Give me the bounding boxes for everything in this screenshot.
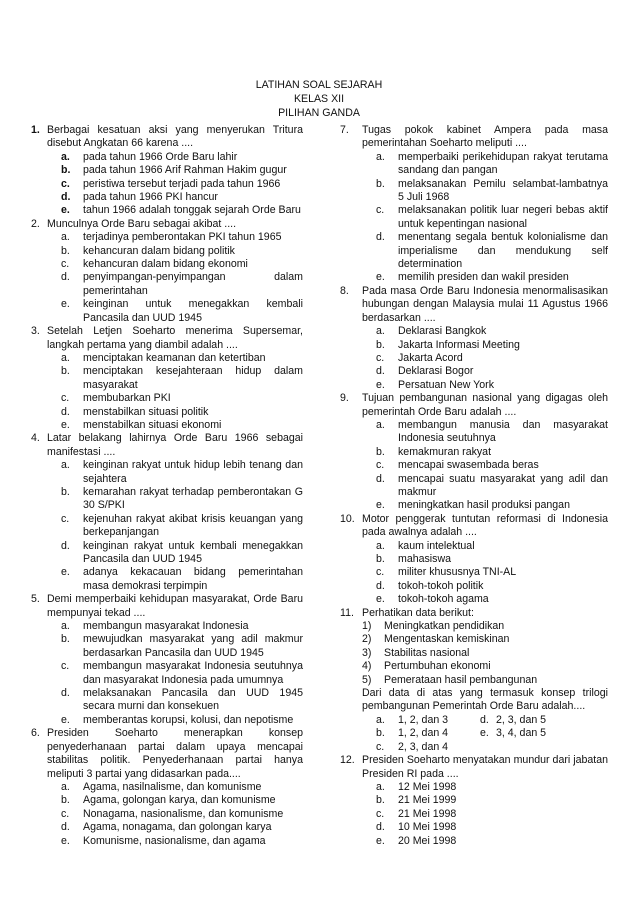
option-letter: d. [61,271,70,284]
option-letter: a. [376,539,385,552]
data-list [362,620,608,687]
option-text: kehancuran dalam bidang politik [83,244,235,257]
option-letter: c. [61,512,70,525]
option-text: kemarahan rakyat terhadap pemberontakan G 30 S/PKI [83,485,303,512]
option-d[interactable] [362,231,608,271]
option-text: adanya kekacauan bidang pemerintahan masa demokrasi terpimpin [83,566,303,592]
section-label: PILIHAN GANDA [278,107,360,119]
option-c[interactable] [47,392,303,405]
option-text: kaum intelektual [398,539,475,552]
option-letter: e. [61,713,70,726]
option-text: melaksanakan politik luar negeri bebas aktif untuk kepentingan nasional [398,204,608,230]
question-9 [340,392,608,513]
option-b[interactable] [47,794,303,807]
option-d[interactable] [362,580,608,593]
option-c[interactable] [362,566,608,579]
option-text: peristiwa tersebut terjadi pada tahun 1966 [83,177,281,190]
option-e[interactable] [47,204,303,217]
option-letter: e. [376,834,385,847]
option-letter: a. [61,231,70,244]
option-letter: b. [61,164,71,177]
option-row [362,727,608,740]
option-letter: e. [61,204,70,217]
option-letter: c. [61,660,70,673]
option-letter: b. [376,794,385,807]
option-letter: c. [376,459,385,472]
question-number: 2. [31,217,40,230]
option-letter: a. [376,418,385,431]
question-4 [31,432,303,593]
option-text: tokoh-tokoh agama [398,593,489,606]
option-e[interactable] [362,379,608,392]
option-letter: e. [376,593,385,606]
option-text: Jakarta Informasi Meeting [398,338,520,351]
option-d[interactable] [47,821,303,834]
left-column [31,124,303,848]
option-text: membubarkan PKI [83,392,171,405]
right-column [340,124,608,848]
option-text: menentang segala bentuk kolonialisme dan imperialisme dan mendukung self determination [398,231,608,271]
option-text: Jakarta Acord [398,351,463,364]
option-text: keinginan rakyat untuk kembali menegakkan Pancasila dan UUD 1945 [83,539,303,565]
option-d[interactable] [47,271,303,298]
list-number: 5) [362,673,372,686]
option-b[interactable] [47,633,303,660]
option-text: Deklarasi Bangkok [398,325,487,338]
option-e[interactable] [362,499,608,512]
question-number: 1. [31,124,40,136]
option-d[interactable] [47,687,303,714]
option-text: 21 Mei 1999 [398,794,457,807]
option-d[interactable] [47,406,303,419]
option-c[interactable] [47,513,303,540]
option-text: 21 Mei 1998 [398,807,457,820]
class-label: KELAS XII [293,93,345,105]
list-number: 1) [362,620,372,633]
list-text: Meningkatkan pendidikan [384,620,505,633]
option-letter: d. [376,472,385,485]
question-2 [31,218,303,325]
option-letter: b. [376,445,385,458]
option-b[interactable] [362,553,608,566]
question-5 [31,593,303,727]
option-text: menstabilkan situasi politik [83,405,209,418]
option-letter: b. [61,365,70,378]
option-text: memilih presiden dan wakil presiden [398,271,569,284]
option-c[interactable] [362,204,608,231]
option-e[interactable] [47,298,303,325]
question-3 [31,325,303,432]
list-number: 4) [362,660,372,673]
option-b[interactable] [47,164,303,177]
option-c[interactable] [362,808,608,821]
question-10 [340,513,608,607]
option-a[interactable] [47,151,303,164]
option-a[interactable] [47,459,303,486]
option-letter: b. [376,177,385,190]
question-stem: Motor penggerak tuntutan reformasi di Indonesia pada awalnya adalah .... [362,512,608,539]
list-number: 3) [362,646,372,659]
option-e[interactable]: e. 3, 4, dan 5 [480,727,547,740]
option-a[interactable] [362,419,608,446]
option-letter: e. [61,298,70,311]
option-text: terjadinya pemberontakan PKI tahun 1965 [83,231,282,244]
option-letter: b. [376,553,385,565]
option-text: mencapai suatu masyarakat yang adil dan makmur [398,472,608,498]
option-letter: d. [61,405,70,418]
option-d[interactable]: d. 2, 3, dan 5 [480,713,547,726]
option-text: tokoh-tokoh politik [398,579,484,592]
option-letter: d. [376,579,385,592]
option-letter: a. [61,459,70,472]
option-d[interactable] [47,191,303,204]
question-stem: Latar belakang lahirnya Orde Baru 1966 sebagai manifestasi .... [47,432,303,458]
question-number: 5. [31,593,40,606]
option-letter: e. [376,271,385,284]
question-number: 9. [340,392,349,405]
option-text: kemakmuran rakyat [398,445,492,458]
option-text: pada tahun 1966 PKI hancur [83,191,218,204]
option-letter: b. [376,338,385,351]
option-text: militer khususnya TNI-AL [398,566,517,579]
question-stem: Setelah Letjen Soeharto menerima Supersemar, langkah pertama yang diambil adalah .... [47,325,303,351]
option-a[interactable] [47,781,303,794]
option-d[interactable] [362,473,608,500]
question-stem: Tujuan pembangunan nasional yang digagas oleh pemerintah Orde Baru adalah .... [362,392,608,418]
option-letter: c. [376,204,385,217]
option-text: kejenuhan rakyat akibat krisis keuangan yang berkepanjangan [83,512,303,539]
option-letter: d. [61,191,71,204]
option-letter: a. [61,620,70,633]
option-letter: b. [61,794,70,807]
option-letter: e. [376,378,385,391]
option-e[interactable] [47,566,303,593]
option-text: menciptakan keamanan dan ketertiban [83,351,266,364]
list-item [362,647,608,660]
list-item [362,633,608,646]
option-letter: c. [61,392,70,405]
question-number: 11. [340,606,354,619]
option-text: penyimpangan-penyimpangan dalam pemerintahan [83,271,303,297]
option-text: 12 Mei 1998 [398,780,457,793]
question-7 [340,124,608,285]
option-c[interactable]: c. 2, 3, dan 4 [376,740,449,753]
option-text: mahasiswa [398,553,451,565]
question-stem: Presiden Soeharto menerapkan konsep penyederhanaan partai dalam upaya mencapai stabilitas politik. Penyederhanaan partai hanya meliputi 3 partai yang didasarkan pada.... [47,727,303,780]
option-letter: a. [61,780,70,793]
option-text: meningkatkan hasil produksi pangan [398,499,570,512]
option-e[interactable] [362,835,608,848]
option-text: kehancuran dalam bidang ekonomi [83,258,248,271]
option-b[interactable] [362,794,608,807]
document-header [0,78,638,120]
option-text: Agama, nasilnalisme, dan komunisme [83,780,262,793]
option-a[interactable] [362,151,608,178]
option-b[interactable] [47,486,303,513]
option-letter: b. [61,633,70,646]
option-text: Komunisme, nasionalisme, dan agama [83,834,266,847]
option-letter: a. [61,351,70,364]
option-letter: a. [61,150,70,163]
question-8 [340,285,608,392]
option-text: melaksanakan Pancasila dan UUD 1945 secara murni dan konsekuen [83,687,303,713]
option-letter: d. [61,821,70,834]
option-text: 20 Mei 1998 [398,834,457,847]
option-letter: b. [61,485,70,498]
question-stem: Tugas pokok kabinet Ampera pada masa pemerintahan Soeharto meliputi .... [362,124,608,150]
option-row [362,741,608,754]
question-1 [31,124,303,218]
option-c[interactable] [47,178,303,191]
option-text: membangun manusia dan masyarakat Indonesia seutuhnya [398,418,608,445]
option-text: tahun 1966 adalah tonggak sejarah Orde Baru [83,204,301,217]
option-letter: a. [376,150,385,163]
option-letter: d. [61,539,70,552]
option-c[interactable] [47,258,303,271]
option-text: 10 Mei 1998 [398,821,457,834]
option-e[interactable] [362,593,608,606]
option-text: pada tahun 1966 Arif Rahman Hakim gugur [83,164,287,177]
question-12-wrap [340,754,608,848]
list-item [362,660,608,673]
option-letter: c. [61,807,70,820]
option-a[interactable] [47,231,303,244]
option-a[interactable]: a. 1, 2, dan 3 [376,713,449,726]
option-letter: e. [61,834,70,847]
option-letter: c. [376,566,385,579]
option-a[interactable] [47,352,303,365]
option-b[interactable]: b. 1, 2, dan 4 [376,727,449,740]
option-b[interactable] [362,178,608,205]
question-number: 3. [31,325,40,338]
option-letter: d. [61,687,70,700]
option-text: keinginan untuk menegakkan kembali Pancasila dan UUD 1945 [83,298,303,324]
option-text: mencapai swasembada beras [398,459,539,472]
option-text: pada tahun 1966 Orde Baru lahir [83,150,238,163]
option-b[interactable] [362,339,608,352]
option-text: Deklarasi Bogor [398,365,474,378]
option-text: menstabilkan situasi ekonomi [83,418,222,431]
question-number: 10. [340,512,355,525]
question-number: 6. [31,727,40,740]
option-a[interactable] [362,325,608,338]
question-number: 4. [31,432,40,445]
option-text: membangun masyarakat Indonesia [83,620,249,633]
option-text: Agama, nonagama, dan golongan karya [83,821,272,834]
right-questions [340,124,608,607]
option-c[interactable] [362,352,608,365]
option-text: mewujudkan masyarakat yang adil makmur berdasarkan Pancasila dan UUD 1945 [83,633,303,659]
question-stem: Pada masa Orde Baru Indonesia menormalisasikan hubungan dengan Malaysia mulai 11 Agustus 1966 berdasarkan .... [362,284,608,324]
option-d[interactable] [362,365,608,378]
option-text: melaksanakan Pemilu selambat-lambatnya 5 Juli 1968 [398,177,608,204]
question-12 [340,754,608,848]
question-stem: Presiden Soeharto menyatakan mundur dari jabatan Presiden RI pada .... [362,754,608,780]
question-number: 7. [340,124,349,136]
option-b[interactable] [362,446,608,459]
option-letter: a. [376,780,385,793]
option-letter: d. [376,821,385,834]
option-e[interactable] [362,271,608,284]
list-text: Stabilitas nasional [384,646,470,659]
option-b[interactable] [47,365,303,392]
option-letter: c. [61,258,70,271]
list-item [362,620,608,633]
question-stem: Munculnya Orde Baru sebagai akibat .... [47,217,237,230]
question-6 [31,727,303,848]
option-e[interactable] [47,714,303,727]
document-title: LATIHAN SOAL SEJARAH [255,79,383,91]
question-stem: Demi memperbaiki kehidupan masyarakat, Orde Baru mempunyai tekad .... [47,593,303,619]
list-text: Pemerataan hasil pembangunan [384,673,538,686]
option-letter: d. [376,365,385,378]
option-a[interactable] [362,540,608,553]
question-stem: Berbagai kesatuan aksi yang menyerukan Tritura disebut Angkatan 66 karena .... [47,124,303,150]
option-row [362,714,608,727]
option-letter: e. [376,499,385,512]
option-letter: e. [61,418,70,431]
option-text: membangun masyarakat Indonesia seutuhnya dan masyarakat Indonesia pada umumnya [83,660,303,686]
option-d[interactable] [362,821,608,834]
option-letter: c. [376,807,385,820]
question-text: Dari data di atas yang termasuk konsep trilogi pembangunan Pemerintah Orde Baru adalah.... [362,687,608,713]
question-11 [340,607,608,754]
option-a[interactable] [47,620,303,633]
option-letter: b. [61,244,70,257]
option-e[interactable] [47,835,303,848]
list-text: Pertumbuhan ekonomi [384,660,491,673]
list-text: Mengentaskan kemiskinan [384,633,510,646]
option-c[interactable] [47,808,303,821]
question-stem: Perhatikan data berikut: [362,606,474,619]
option-letter: e. [61,566,70,579]
option-text: menciptakan kesejahteraan hidup dalam masyarakat [83,365,303,391]
option-text: keinginan rakyat untuk hidup lebih tenang dan sejahtera [83,459,303,485]
option-text: memperbaiki perikehidupan rakyat terutama sandang dan pangan [398,150,608,177]
option-d[interactable] [47,540,303,567]
option-letter: c. [376,351,385,364]
option-text: Persatuan New York [398,378,494,391]
question-number: 12. [340,754,355,767]
list-number: 2) [362,633,372,646]
option-letter: c. [61,177,70,190]
option-text: Nonagama, nasionalisme, dan komunisme [83,807,284,820]
option-c[interactable] [47,660,303,687]
question-number: 8. [340,284,349,297]
option-c[interactable] [362,459,608,472]
list-item [362,674,608,687]
option-letter: a. [376,325,385,338]
option-e[interactable] [47,419,303,432]
option-text: Agama, golongan karya, dan komunisme [83,794,276,807]
option-a[interactable] [362,781,608,794]
option-letter: d. [376,231,385,244]
option-b[interactable] [47,245,303,258]
option-text: memberantas korupsi, kolusi, dan nepotisme [83,713,294,726]
